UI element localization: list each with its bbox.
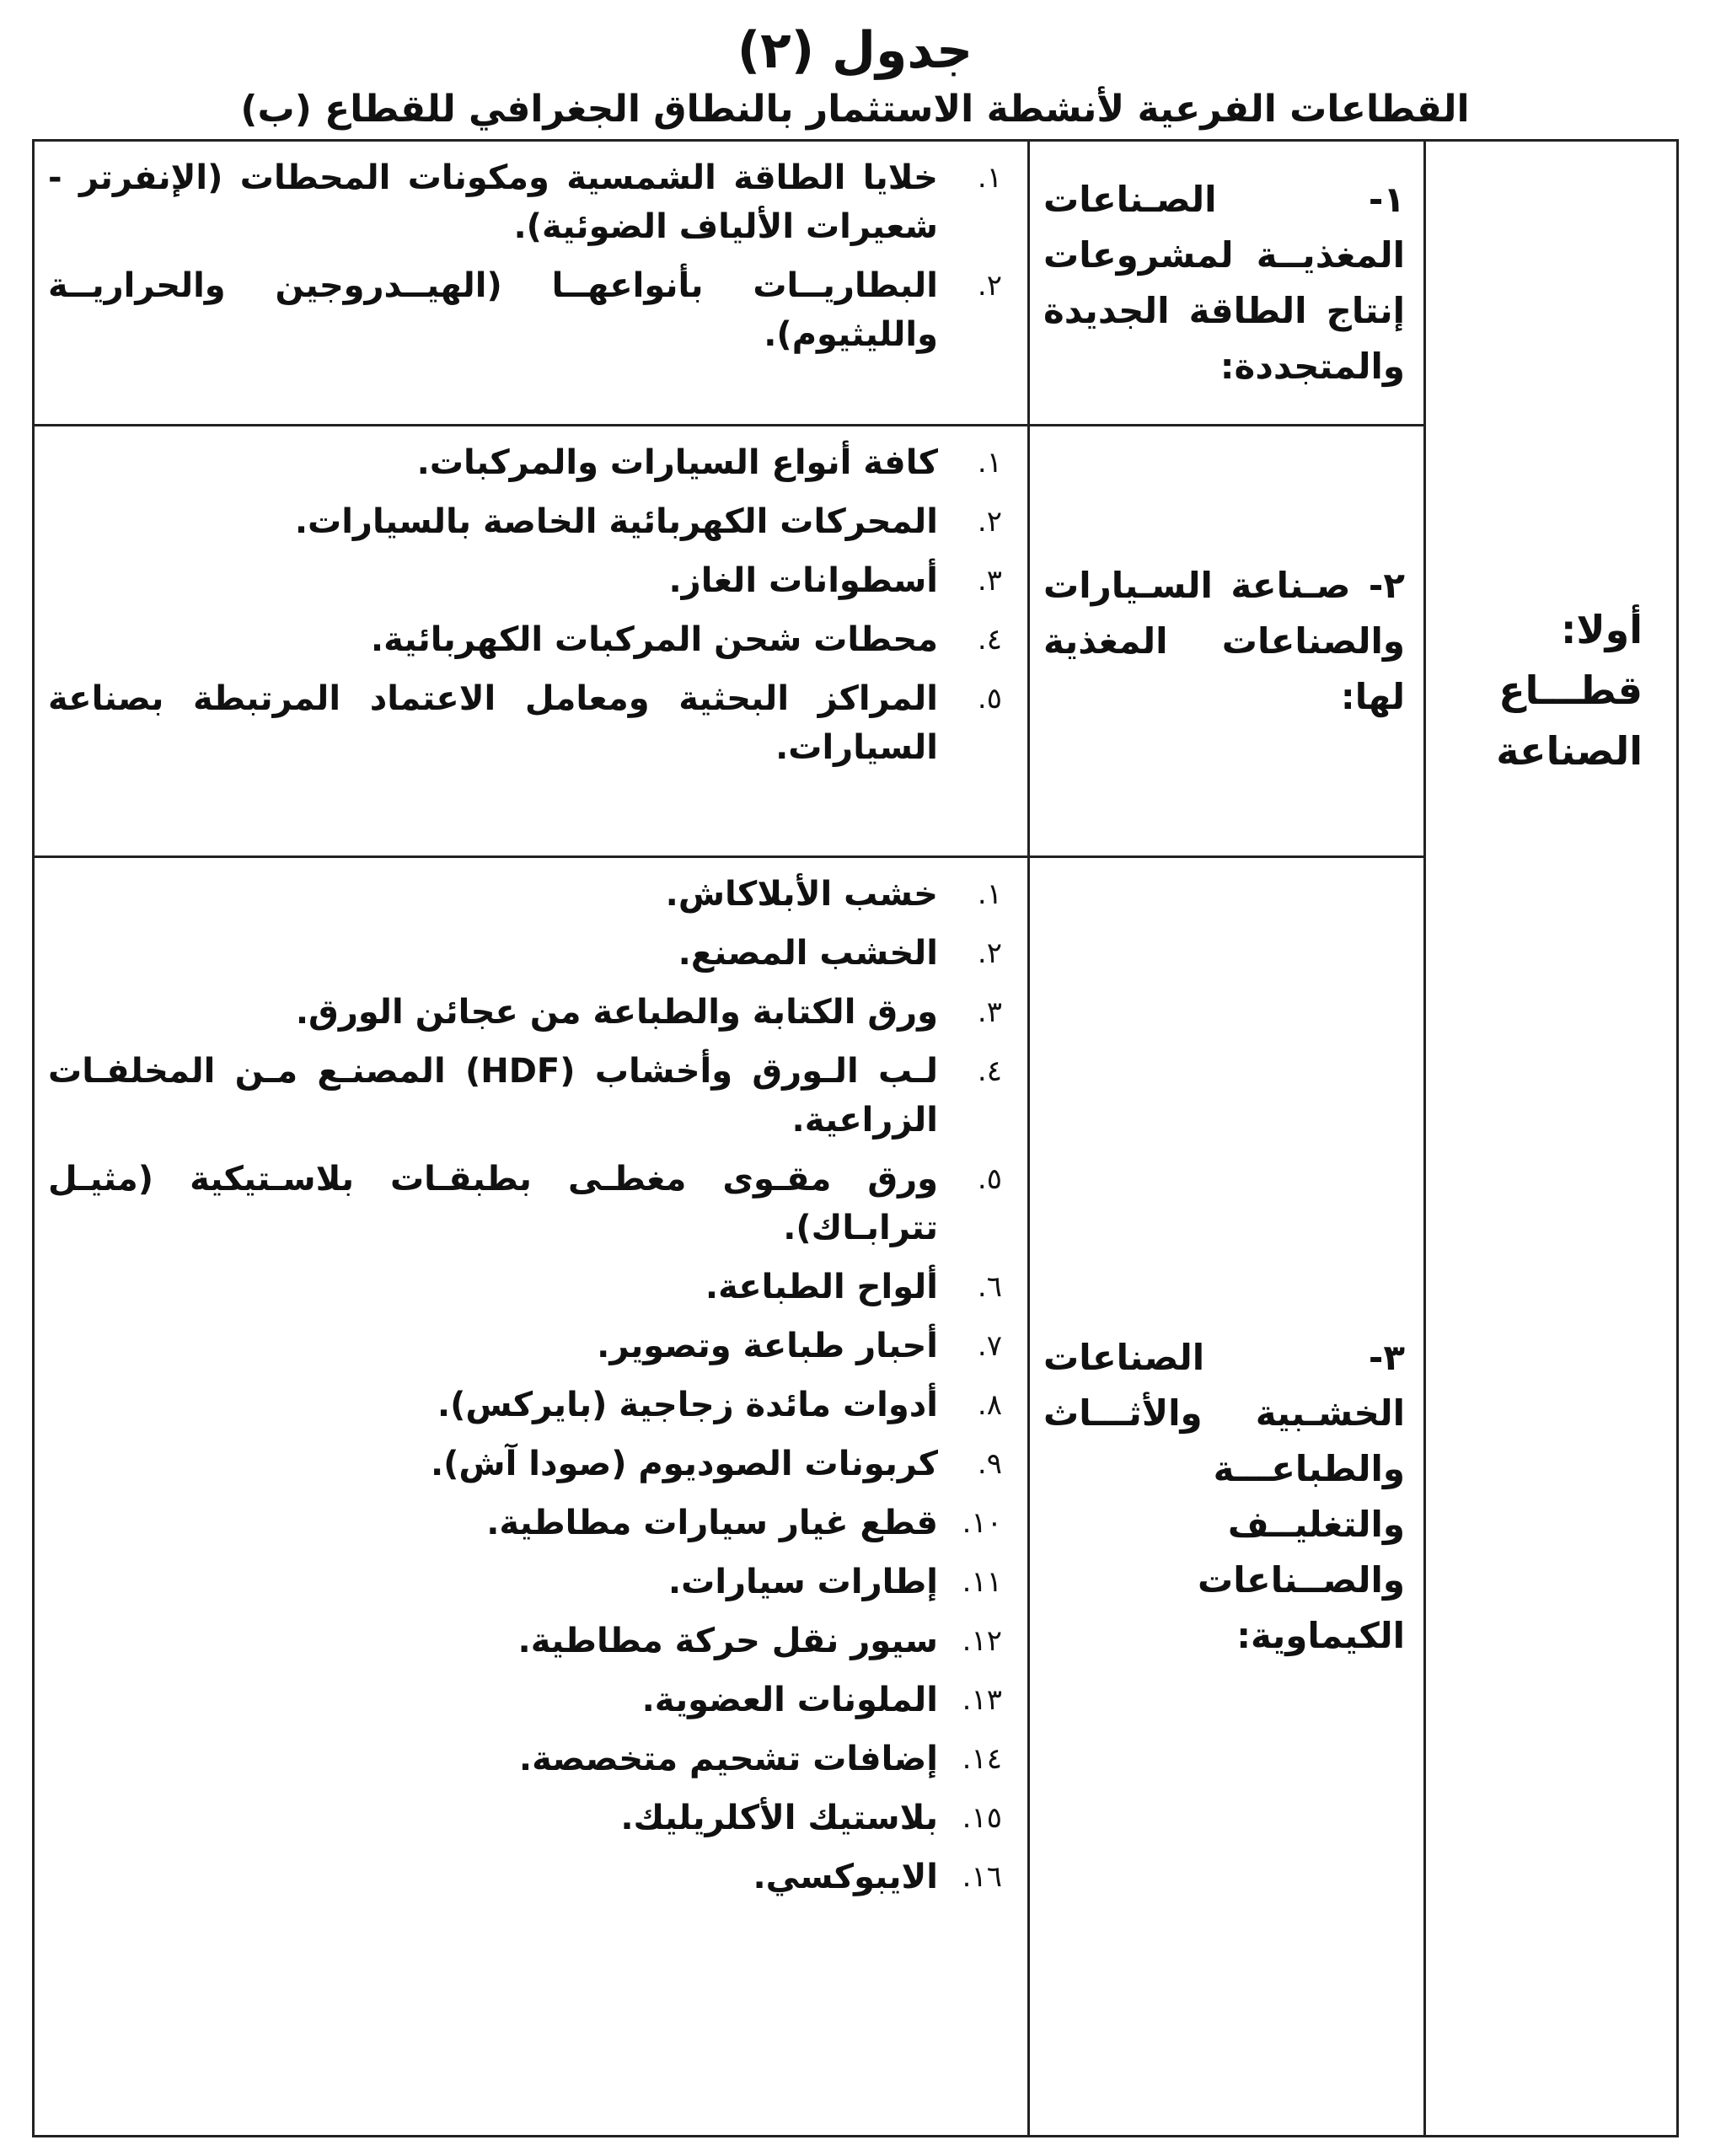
table-subtitle: القطاعات الفرعية لأنشطة الاستثمار بالنطاق الجغرافي للقطاع (ب): [240, 88, 1470, 131]
item-list: [48, 870, 1002, 1901]
items-cell: [34, 426, 1029, 857]
item-number: ١٣.: [962, 1683, 1002, 1717]
item-number: ٢.: [977, 936, 1002, 970]
item-text: كربونات الصوديوم (صودا آش).: [430, 1445, 938, 1483]
item-list: [48, 153, 1002, 359]
item-number: ٥.: [977, 1162, 1002, 1196]
item-text: خشب الأبلاكاش.: [665, 875, 938, 914]
item-text: الملونات العضوية.: [641, 1681, 938, 1719]
list-item: [48, 153, 1002, 251]
list-item: [48, 556, 1002, 605]
item-text: الخشب المصنع.: [678, 934, 938, 973]
item-number: ٩.: [977, 1447, 1002, 1481]
item-list: [48, 438, 1002, 772]
item-text: محطات شحن المركبات الكهربائية.: [370, 620, 938, 659]
list-item: [48, 929, 1002, 978]
sector-cell: [1425, 141, 1678, 2137]
list-item: [48, 674, 1002, 772]
item-number: ١.: [977, 446, 1002, 480]
item-number: ١١.: [962, 1565, 1002, 1599]
list-item: [48, 1381, 1002, 1429]
items-cell: [34, 857, 1029, 2137]
item-number: ١.: [977, 877, 1002, 911]
item-text: بلاستيك الأكلريليك.: [620, 1799, 938, 1837]
item-number: ١٥.: [962, 1801, 1002, 1835]
item-text: كافة أنواع السيارات والمركبات.: [416, 443, 938, 482]
list-item: [48, 1322, 1002, 1370]
list-item: [48, 1853, 1002, 1901]
list-item: [48, 1263, 1002, 1311]
item-number: ٧.: [977, 1329, 1002, 1363]
item-number: ١٢.: [962, 1624, 1002, 1658]
item-text: خلايا الطاقة الشمسية ومكونات المحطات (الإنفرتر - شعيرات الألياف الضوئية).: [48, 158, 938, 246]
item-number: ١٤.: [962, 1742, 1002, 1776]
sector-label: أولا: قطـــاع الصناعة: [1496, 606, 1643, 774]
item-text: ألواح الطباعة.: [705, 1268, 938, 1306]
items-cell: [34, 141, 1029, 426]
item-text: لـب الـورق وأخشاب (HDF) المصنـع مـن المخلفـات الزراعية.: [48, 1052, 939, 1140]
item-text: سيور نقل حركة مطاطية.: [517, 1622, 938, 1660]
item-text: إطارات سيارات.: [667, 1563, 938, 1601]
table-row: [34, 141, 1678, 426]
item-text: ورق الكتابة والطباعة من عجائن الورق.: [295, 993, 938, 1032]
subsector-label: ١- الصـناعات المغذيــة لمشروعات إنتاج الطاقة الجديدة والمتجددة:: [1043, 178, 1405, 387]
list-item: [48, 261, 1002, 359]
list-item: [48, 497, 1002, 546]
item-number: ٤.: [977, 623, 1002, 657]
item-text: أدوات مائدة زجاجية (بايركس).: [437, 1386, 938, 1424]
item-text: البطاريــات بأنواعهــا (الهيــدروجين والحراريــة والليثيوم).: [48, 266, 938, 354]
item-text: أسطوانات الغاز.: [668, 561, 938, 600]
subsector-cell: [1029, 141, 1425, 426]
item-number: ١.: [977, 161, 1002, 195]
item-number: ١٦.: [962, 1860, 1002, 1894]
subsector-label: ٣- الصناعات الخشـبية والأثـــاث والطباعـــة والتغليــف والصــناعات الكيماوية:: [1043, 1336, 1405, 1656]
item-number: ٨.: [977, 1388, 1002, 1422]
list-item: [48, 1676, 1002, 1724]
item-text: ورق مقـوى مغطـى بطبقـات بلاسـتيكية (مثيـل تترابـاك).: [48, 1160, 938, 1247]
item-number: ٣.: [977, 995, 1002, 1029]
list-item: [48, 1617, 1002, 1665]
item-number: ٥.: [977, 682, 1002, 716]
table-title: جدول (٢): [737, 21, 973, 80]
item-number: ٢.: [977, 269, 1002, 303]
item-number: ١٠.: [962, 1506, 1002, 1540]
list-item: [48, 615, 1002, 664]
subsector-cell: [1029, 857, 1425, 2137]
list-item: [48, 1558, 1002, 1606]
list-item: [48, 1047, 1002, 1145]
list-item: [48, 1155, 1002, 1252]
list-item: [48, 1440, 1002, 1488]
list-item: [48, 988, 1002, 1037]
list-item: [48, 870, 1002, 919]
item-text: المحركات الكهربائية الخاصة بالسيارات.: [294, 502, 938, 541]
item-text: المراكز البحثية ومعامل الاعتماد المرتبطة بصناعة السيارات.: [48, 679, 938, 767]
list-item: [48, 1499, 1002, 1547]
subsector-cell: [1029, 426, 1425, 857]
list-item: [48, 1735, 1002, 1783]
item-text: إضافات تشحيم متخصصة.: [518, 1740, 938, 1778]
item-text: الايبوكسي.: [753, 1858, 938, 1896]
item-text: أحبار طباعة وتصوير.: [597, 1327, 938, 1365]
item-text: قطع غيار سيارات مطاطية.: [486, 1504, 938, 1542]
item-number: ٦.: [977, 1270, 1002, 1304]
list-item: [48, 1794, 1002, 1842]
sectors-table: [32, 139, 1679, 2137]
item-number: ٣.: [977, 564, 1002, 598]
subsector-label: ٢- صـناعة السـيارات والصناعات المغذية لها:: [1043, 564, 1405, 717]
list-item: [48, 438, 1002, 487]
item-number: ٤.: [977, 1054, 1002, 1088]
item-number: ٢.: [977, 505, 1002, 539]
